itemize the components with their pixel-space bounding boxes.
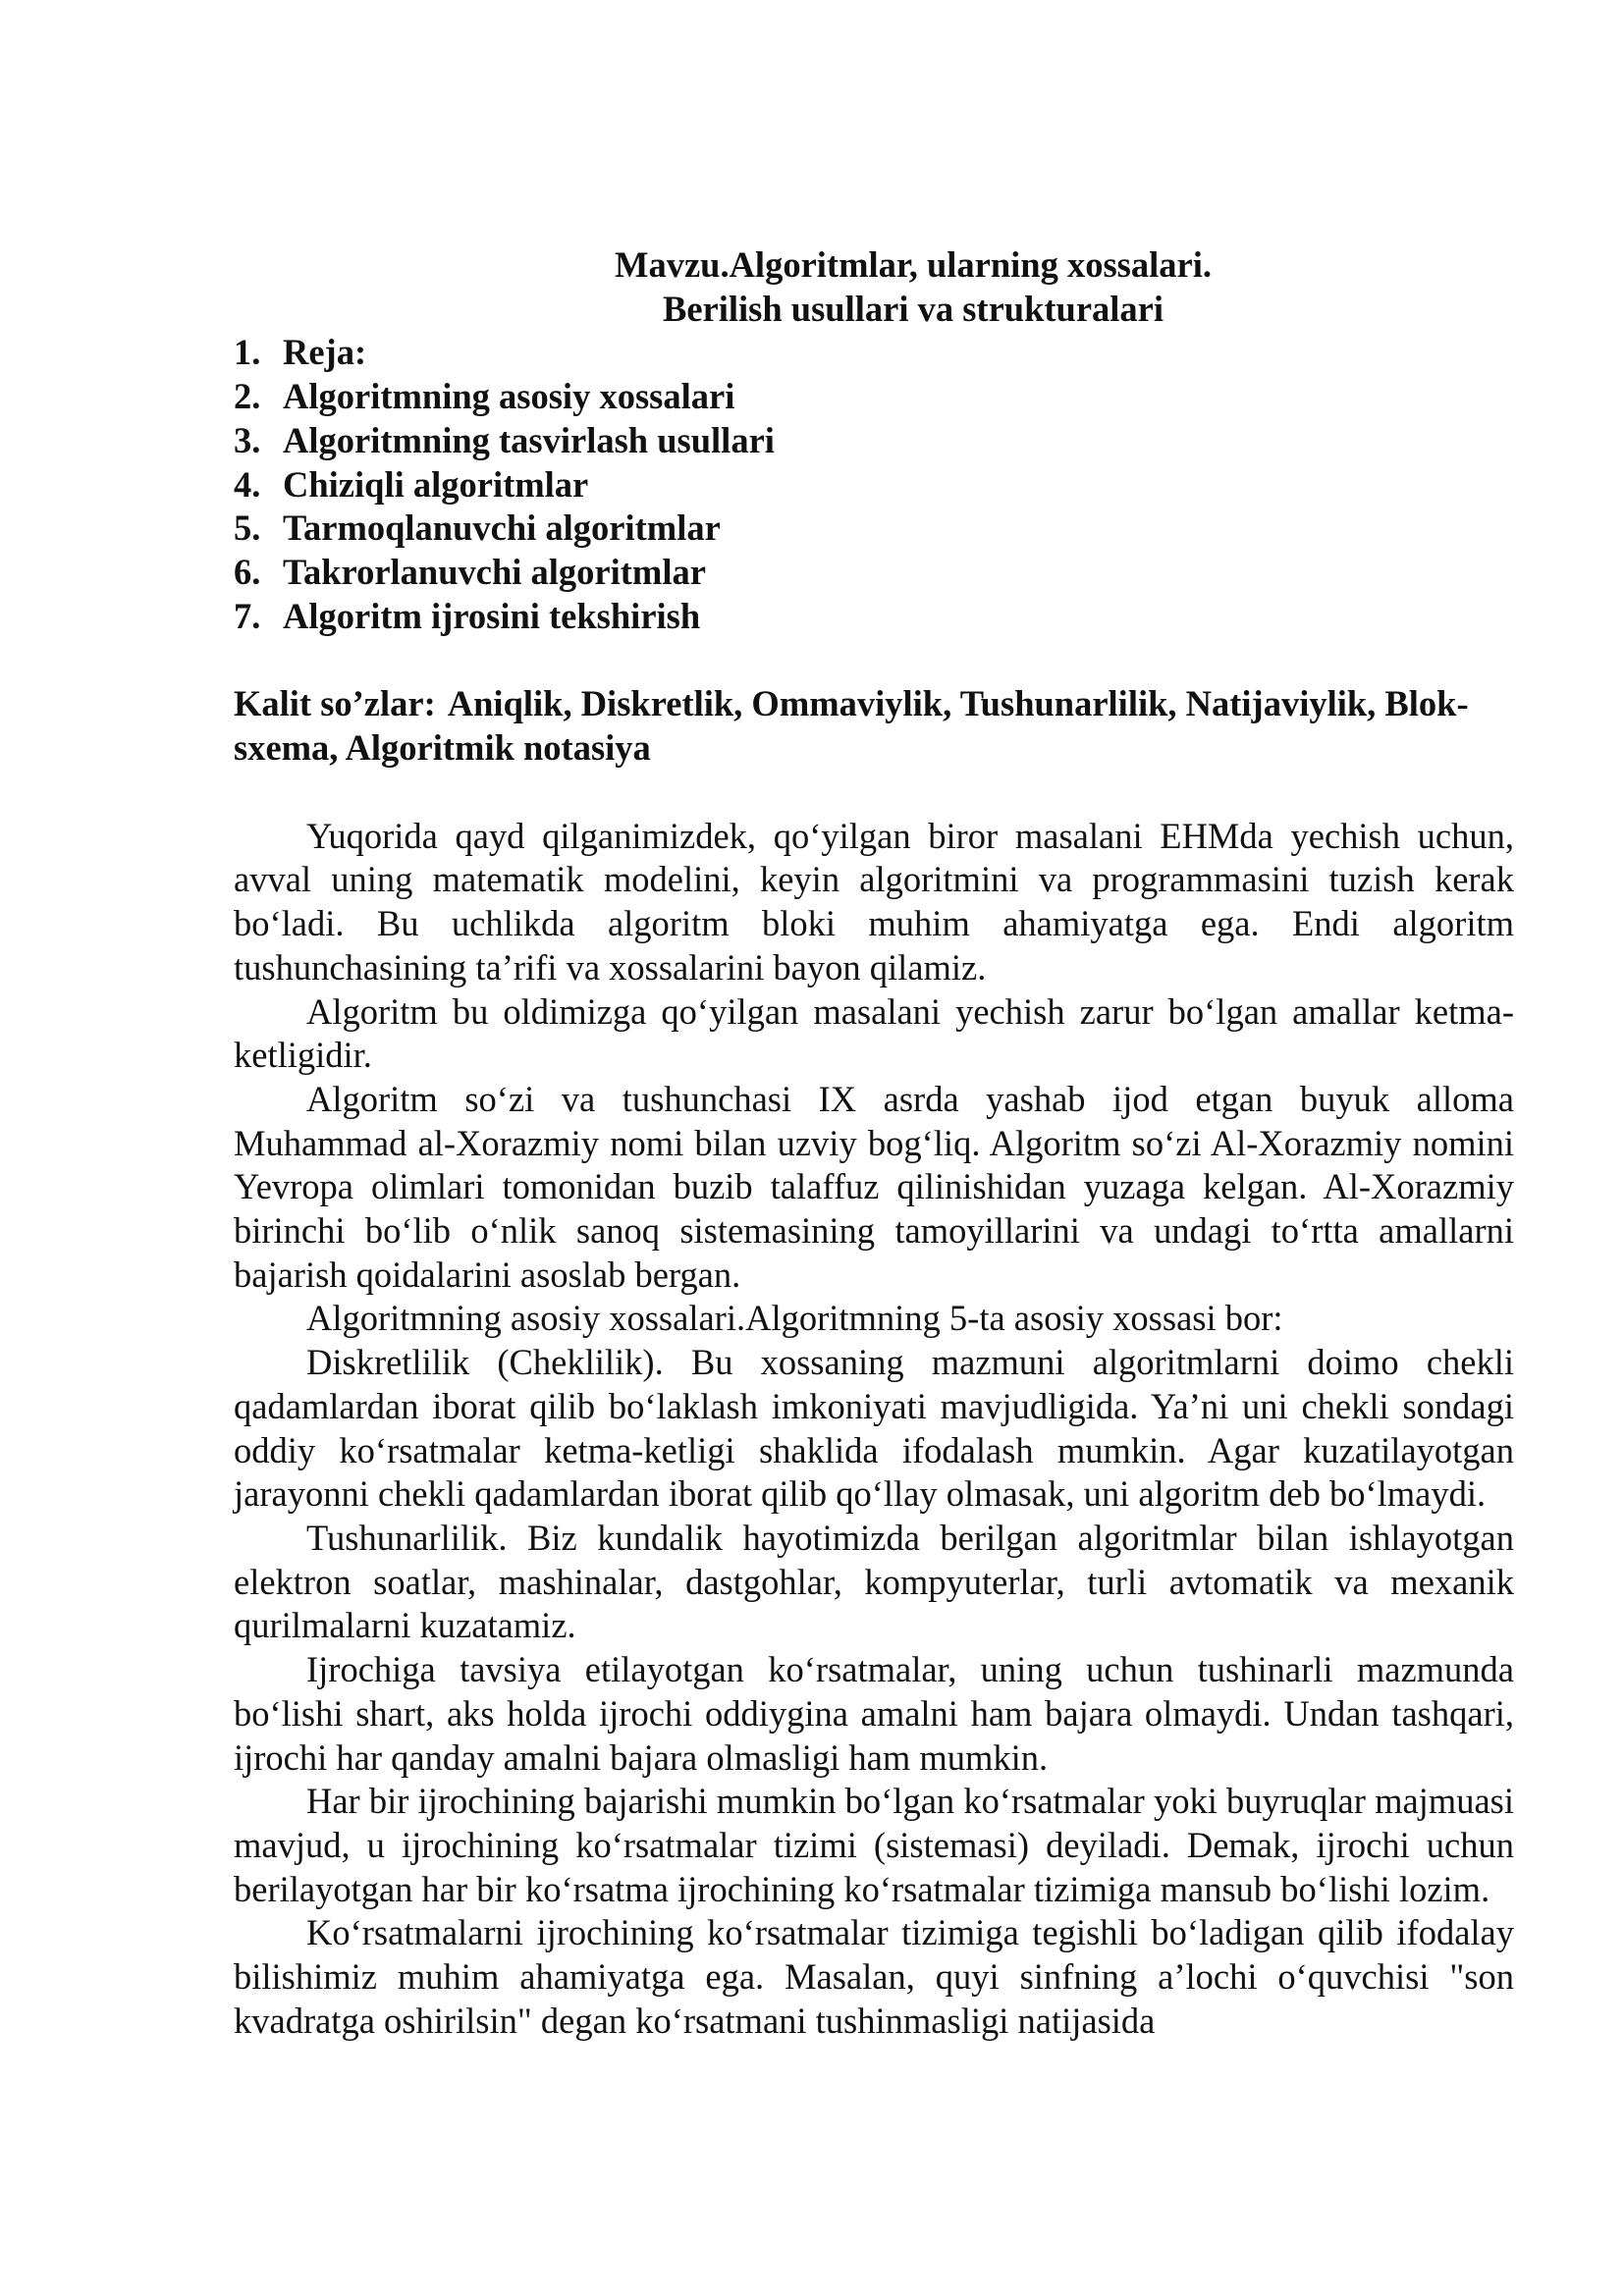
plan-item-number: 1. bbox=[234, 332, 261, 373]
plan-item bbox=[234, 419, 1514, 463]
keywords-text: Aniqlik, Diskretlik, Ommaviylik, Tushunarlilik, Natijaviylik, Blok-sxema, Algoritmik notasiya bbox=[234, 683, 1469, 769]
plan-item-text: Algoritm ijrosini tekshirish bbox=[283, 595, 701, 636]
plan-item-text: Reja: bbox=[283, 332, 367, 373]
body-paragraph: Tushunarlilik. Biz kundalik hayotimizda berilgan algoritmlar bilan ishlayotgan elektron soatlar, mashinalar, dastgohlar, kompyuterlar, turli avtomatik va mexanik qurilmalarni kuzatamiz. bbox=[234, 1517, 1514, 1646]
plan-list bbox=[234, 331, 1514, 638]
plan-item-text: Algoritmning asosiy xossalari bbox=[283, 376, 735, 417]
plan-item-number: 6. bbox=[234, 551, 261, 592]
plan-item bbox=[234, 463, 1514, 507]
title-line-1: Mavzu.Algoritmlar, ularning xossalari. bbox=[615, 244, 1212, 285]
plan-item-number: 2. bbox=[234, 376, 261, 417]
body-text bbox=[234, 815, 1514, 2044]
plan-item bbox=[234, 507, 1514, 551]
body-paragraph: Har bir ijrochining bajarishi mumkin bo‘lgan ko‘rsatmalar yoki buyruqlar majmuasi mavjud, u ijrochining ko‘rsatmalar tizimi (sistemasi) deyiladi. Demak, ijrochi uchun berilayotgan har bir ko‘rsatma ijrochining ko‘rsatmalar tizimiga mansub bo‘lishi lozim. bbox=[234, 1781, 1514, 1909]
plan-item-text: Chiziqli algoritmlar bbox=[283, 463, 589, 505]
plan-item-text: Algoritmning tasvirlash usullari bbox=[283, 419, 775, 460]
body-paragraph: Yuqorida qayd qilganimizdek, qo‘yilgan biror masalani EHMda yechish uchun, avval uning matematik modelini, keyin algoritmini va programmasini tuzish kerak bo‘ladi. Bu uchlikda algoritm bloki muhim ahamiyatga ega. Endi algoritm tushunchasining ta’rifi va xossalarini bayon qilamiz. bbox=[234, 815, 1514, 988]
body-paragraph: Ijrochiga tavsiya etilayotgan ko‘rsatmalar, uning uchun tushinarli mazmunda bo‘lishi shart, aks holda ijrochi oddiygina amalni ham bajara olmaydi. Undan tashqari, ijrochi har qanday amalni bajara olmasligi ham mumkin. bbox=[234, 1649, 1514, 1778]
plan-item bbox=[234, 551, 1514, 595]
plan-item bbox=[234, 595, 1514, 639]
body-paragraph: Algoritmning asosiy xossalari.Algoritmning 5-ta asosiy xossasi bor: bbox=[306, 1298, 1283, 1339]
plan-item bbox=[234, 331, 1514, 375]
body-paragraph: Ko‘rsatmalarni ijrochining ko‘rsatmalar tizimiga tegishli bo‘ladigan qilib ifodalay bilishimiz muhim ahamiyatga ega. Masalan, quyi sinfning a’lochi o‘quvchisi "son kvadratga oshirilsin" degan ko‘rsatmani tushinmasligi natijasida bbox=[234, 1912, 1514, 2041]
plan-item-number: 5. bbox=[234, 507, 261, 549]
body-paragraph: Diskretlilik (Cheklilik). Bu xossaning mazmuni algoritmlarni doimo chekli qadamlardan iborat qilib bo‘laklash imkoniyati mavjudligida. Ya’ni uni chekli sondagi oddiy ko‘rsatmalar ketma-ketligi shaklida ifodalash mumkin. Agar kuzatilayotgan jarayonni chekli qadamlardan iborat qilib qo‘llay olmasak, uni algoritm deb bo‘lmaydi. bbox=[234, 1342, 1514, 1515]
body-paragraph: Algoritm bu oldimizga qo‘yilgan masalani yechish zarur bo‘lgan amallar ketma-ketligidir. bbox=[234, 990, 1514, 1076]
keywords-block bbox=[234, 682, 1514, 770]
keywords-label: Kalit so’zlar: bbox=[234, 683, 436, 724]
plan-item-text: Tarmoqlanuvchi algoritmlar bbox=[283, 507, 721, 549]
body-paragraph: Algoritm so‘zi va tushunchasi IX asrda yashab ijod etgan buyuk alloma Muhammad al-Xorazmiy nomi bilan uzviy bog‘liq. Algoritm so‘zi Al-Xorazmiy nomini Yevropa olimlari tomonidan buzib talaffuz qilinishidan yuzaga kelgan. Al-Xorazmiy birinchi bo‘lib o‘nlik sanoq sistemasining tamoyillarini va undagi to‘rtta amallarni bajarish qoidalarini asoslab bergan. bbox=[234, 1078, 1514, 1295]
title-line-2: Berilish usullari va strukturalari bbox=[662, 288, 1164, 329]
plan-item-number: 4. bbox=[234, 463, 261, 505]
plan-item-text: Takrorlanuvchi algoritmlar bbox=[283, 551, 706, 592]
plan-item bbox=[234, 375, 1514, 419]
plan-item-number: 3. bbox=[234, 419, 261, 460]
plan-item-number: 7. bbox=[234, 595, 261, 636]
page-title bbox=[234, 243, 1514, 331]
document-page bbox=[234, 243, 1514, 2043]
